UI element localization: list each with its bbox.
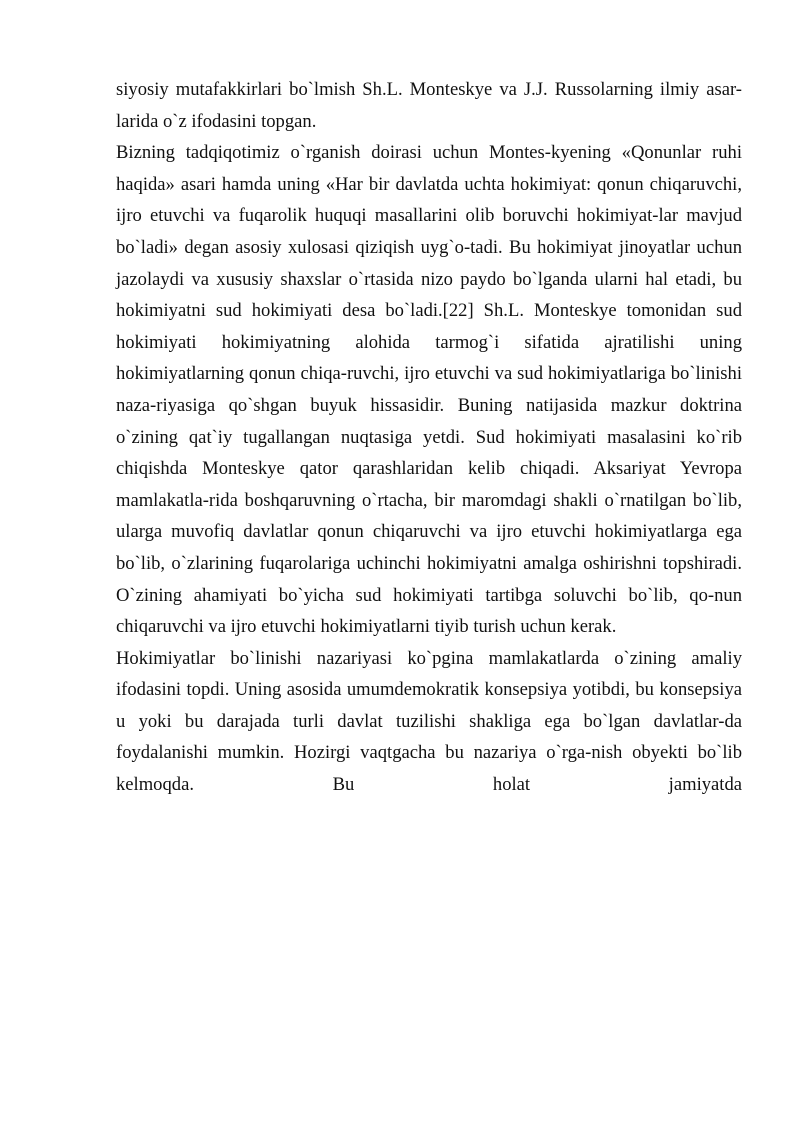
paragraph-1: siyosiy mutafakkirlari bo`lmish Sh.L. Monteskye va J.J. Russolarning ilmiy asar-larida o`z ifodasini topgan.: [116, 79, 742, 132]
body-text: [116, 74, 742, 801]
paragraph-3: Hokimiyatlar bo`linishi nazariyasi ko`pgina mamlakatlarda o`zining amaliy ifodasini topdi. Uning asosida umumdemokratik konsepsiya yotibdi, bu konsepsiya u yoki bu darajada turli davlat tuzilishi shakliga ega bo`lgan davlatlar-da foydalanishi mumkin. Hozirgi vaqtgacha bu nazariya o`rga-nish obyekti bo`lib kelmoqda. Bu holat jamiyatda: [116, 647, 742, 796]
paragraph-2: Bizning tadqiqotimiz o`rganish doirasi uchun Montes-kyening «Qonunlar ruhi haqida» asari hamda uning «Har bir davlatda uchta hokimiyat: qonun chiqaruvchi, ijro etuvchi va fuqarolik huquqi masallarini olib boruvchi hokimiyat-lar mavjud bo`ladi» degan asosiy xulosasi qiziqish uyg`o-tadi. Bu hokimiyat jinoyatlar uchun jazolaydi va xususiy shaxslar o`rtasida nizo paydo bo`lganda ularni hal etadi, bu hokimiyatni sud hokimiyati desa bo`ladi.[22] Sh.L. Monteskye tomonidan sud hokimiyati hokimiyatning alohida tarmog`i sifatida ajratilishi uning hokimiyatlarning qonun chiqa-ruvchi, ijro etuvchi va sud hokimiyatlariga bo`linishi naza-riyasiga qo`shgan buyuk hissasidir. Buning natijasida mazkur doktrina o`zining qat`iy tugallangan nuqtasiga yetdi. Sud hokimiyati masalasini ko`rib chiqishda Monteskye qator qarashlaridan kelib chiqadi. Aksariyat Yevropa mamlakatla-rida boshqaruvning o`rtacha, bir maromdagi shakli o`rnatilgan bo`lib, ularga muvofiq davlatlar qonun chiqaruvchi va ijro etuvchi hokimiyatlarga ega bo`lib, o`zlarining fuqarolariga uchinchi hokimiyatni amalga oshirishni topshiradi. O`zining ahamiyati bo`yicha sud hokimiyati tartibga soluvchi bo`lib, qo-nun chiqaruvchi va ijro etuvchi hokimiyatlarni tiyib turish uchun kerak.: [116, 142, 742, 638]
